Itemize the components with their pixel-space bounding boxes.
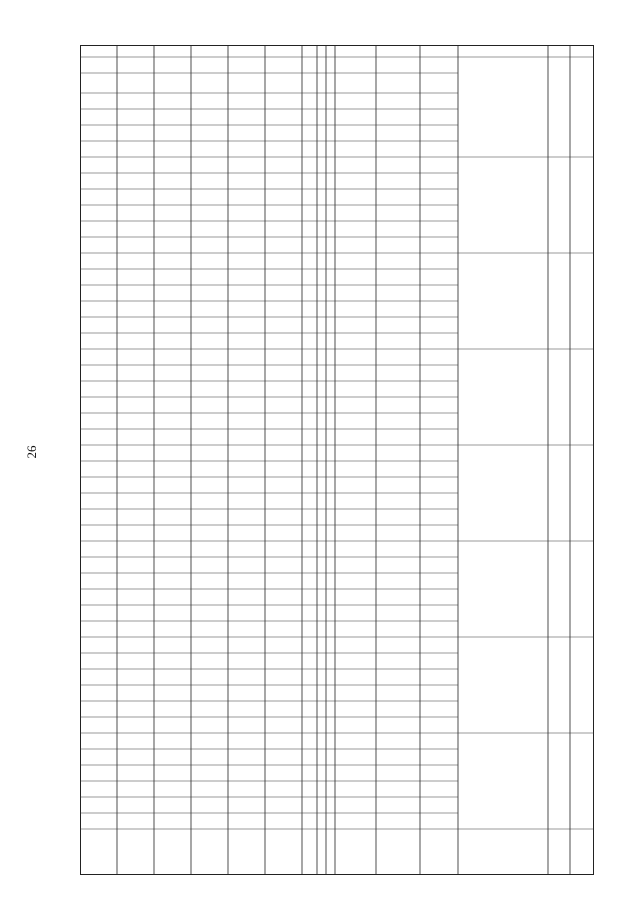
table-grid [80, 45, 594, 875]
page-number: 26 [24, 445, 39, 459]
rotated-table-scan [80, 45, 594, 875]
